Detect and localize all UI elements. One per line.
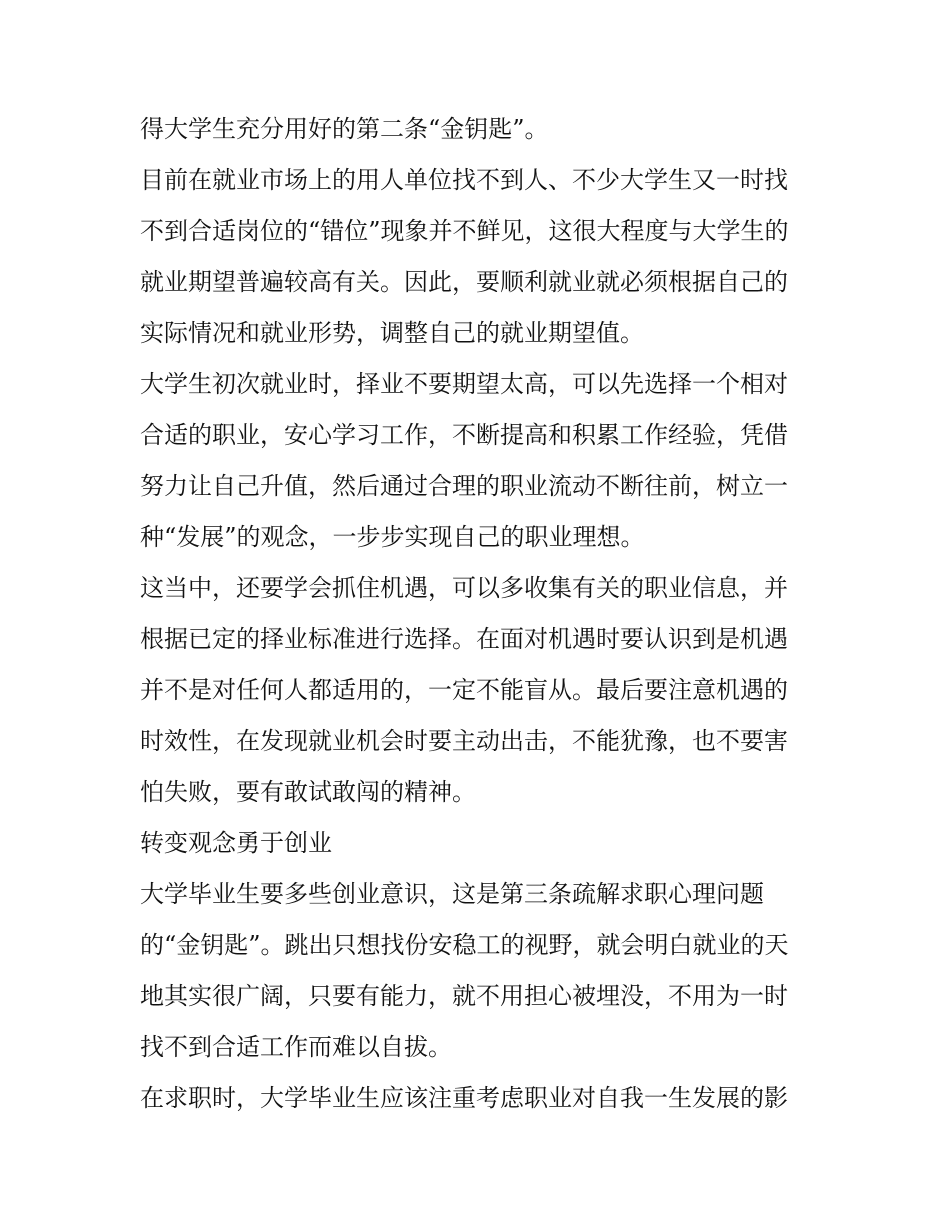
text-line: 就业期望普遍较高有关。因此，要顺利就业就必须根据自己的 [140,268,788,296]
paragraph-2 [140,155,820,359]
text-line: 努力让自己升值，然后通过合理的职业流动不断往前，树立一 [140,472,788,500]
text-line: 时效性，在发现就业机会时要主动出击，不能犹豫，也不要害 [140,727,788,755]
paragraph-4 [140,563,820,818]
text-line: 种“发展”的观念，一步步实现自己的职业理想。 [140,523,645,551]
text-line: 根据已定的择业标准进行选择。在面对机遇时要认识到是机遇 [140,625,788,653]
heading-text: 转变观念勇于创业 [140,829,332,857]
text-line: 找不到合适工作而难以自拔。 [140,1033,452,1061]
text-line: 大学生初次就业时，择业不要期望太高，可以先选择一个相对 [140,370,788,398]
text-line: 合适的职业，安心学习工作，不断提高和积累工作经验，凭借 [140,421,788,449]
paragraph-6 [140,869,820,1073]
text-line: 得大学生充分用好的第二条“金钥匙”。 [140,115,549,143]
paragraph-1 [140,104,820,155]
text-line: 在求职时，大学毕业生应该注重考虑职业对自我一生发展的影 [140,1084,788,1112]
text-line: 大学毕业生要多些创业意识，这是第三条疏解求职心理问题 [140,880,764,908]
section-heading [140,818,820,869]
text-line: 实际情况和就业形势，调整自己的就业期望值。 [140,319,644,347]
text-line: 不到合适岗位的“错位”现象并不鲜见，这很大程度与大学生的 [140,217,789,245]
text-line: 这当中，还要学会抓住机遇，可以多收集有关的职业信息，并 [140,574,788,602]
text-line: 并不是对任何人都适用的，一定不能盲从。最后要注意机遇的 [140,676,788,704]
text-line: 怕失败，要有敢试敢闯的精神。 [140,778,476,806]
text-line: 地其实很广阔，只要有能力，就不用担心被埋没，不用为一时 [140,982,788,1010]
paragraph-3 [140,359,820,563]
text-column [140,104,820,1124]
text-line: 目前在就业市场上的用人单位找不到人、不少大学生又一时找 [140,166,788,194]
paragraph-7 [140,1073,820,1124]
text-line: 的“金钥匙”。跳出只想找份安稳工的视野，就会明白就业的天 [140,931,789,959]
